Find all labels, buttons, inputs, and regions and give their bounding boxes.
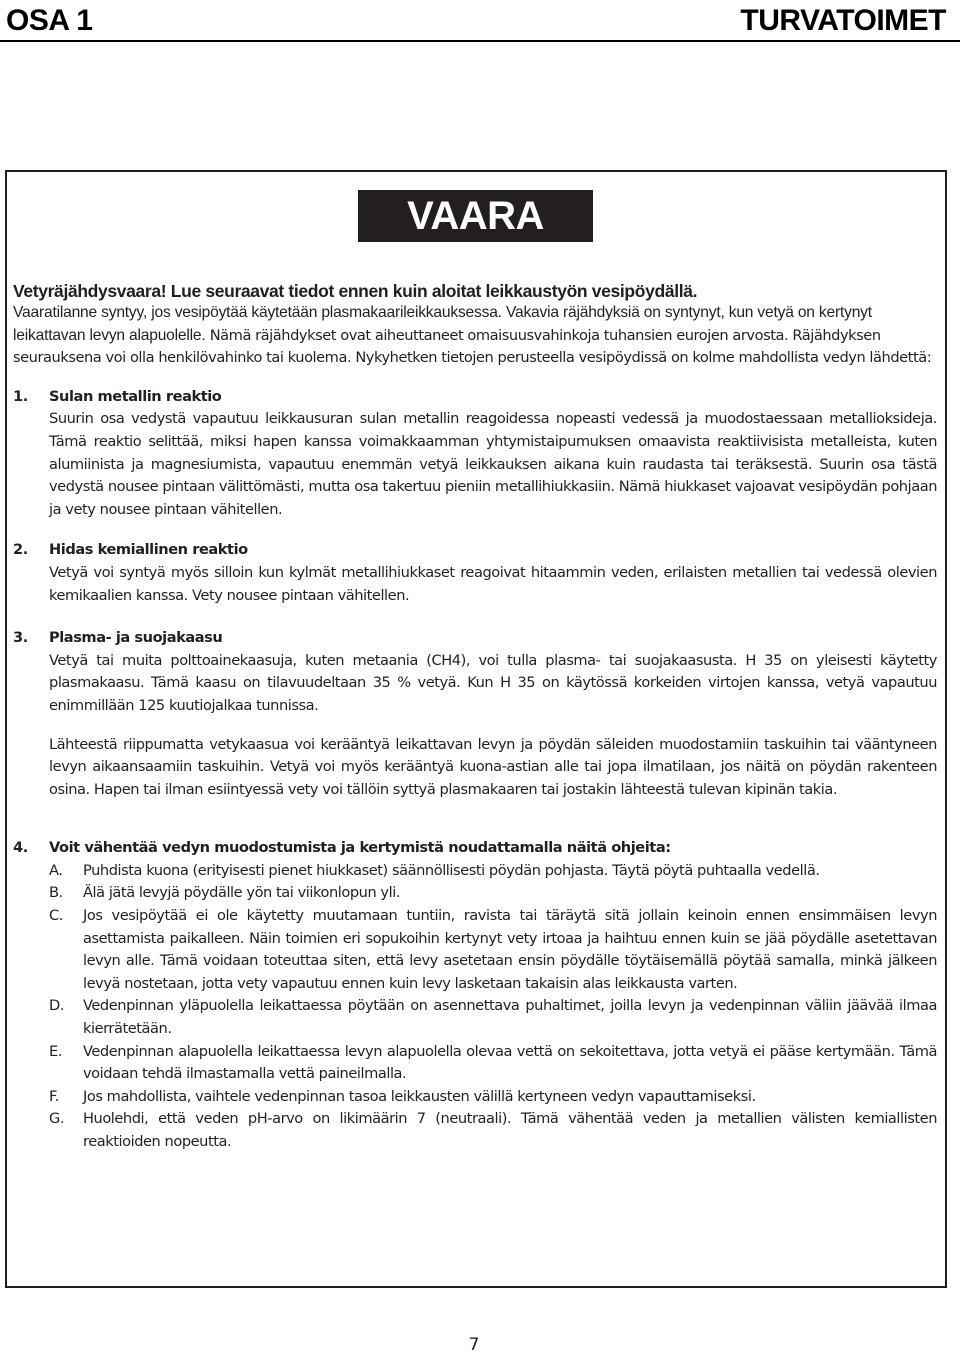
list-item [49, 882, 937, 905]
item-text: Jos mahdollista, vaihtele vedenpinnan tasoa leikkausten välillä kertyneen vedyn vapauttamiseksi. [83, 1087, 756, 1105]
section-title: Sulan metallin reaktio [49, 387, 222, 405]
item-letter: A. [49, 861, 63, 879]
hazard-source-2 [13, 539, 937, 607]
item-text: Vedenpinnan yläpuolella leikattaessa pöytään on asennettava puhaltimet, joilla levyn ja vedenpinnan väliin jäävää ilmaa kierrätetään. [83, 997, 937, 1038]
item-text: Huolehdi, että veden pH-arvo on likimäärin 7 (neutraali). Tämä vähentää veden ja metallien välisten kemiallisten reaktioiden nopeutta. [83, 1110, 937, 1150]
prevention-guidelines [13, 837, 937, 1153]
list-item [49, 860, 937, 883]
item-letter: E. [49, 1042, 62, 1060]
guideline-list [49, 860, 937, 1154]
page-number: 7 [468, 1335, 480, 1355]
hazard-source-1 [13, 386, 937, 522]
item-letter: F. [49, 1087, 59, 1105]
section-title: Plasma- ja suojakaasu [49, 629, 223, 647]
section-body: Suurin osa vedystä vapautuu leikkausuran sulan metallin reagoidessa nopeasti vedessä ja muodostaessaan metallioksideja. Tämä reaktio selittää, miksi hapen kanssa voimakkaamman yhtymistaipumuksen omaavista reaktiivisista metalleista, kuten alumiinista ja magnesiumista, vapautuu enemmän vetyä leikkauksen aikana kuin raudasta tai teräksestä. Suurin osa tästä vedystä nousee pintaan välittömästi, mutta osa takertuu pieniin metallihiukkasiin. Nämä hiukkaset vajoavat vesipöydän pohjaan ja vety nousee pintaan vähitellen. [49, 410, 937, 518]
section-number: 4. [13, 839, 28, 857]
section-number: 1. [13, 387, 28, 405]
page-header [0, 0, 960, 42]
section-title: Voit vähentää vedyn muodostumista ja kertymistä noudattamalla näitä ohjeita: [49, 839, 671, 857]
section-body: Vetyä tai muita polttoainekaasuja, kuten metaania (CH4), voi tulla plasma- tai suojakaasusta. H 35 on yleisesti käytetty plasmakaasu. Tämä kaasu on tilavuudeltaan 35 % vetyä. Kun H 35 on käytössä korkeiden virtojen kanssa, vetyä vapautuu enimmillään 125 kuutiojalkaa tunnissa. [49, 651, 937, 714]
list-item [49, 995, 937, 1040]
section-title: Hidas kemiallinen reaktio [49, 541, 248, 559]
item-text: Puhdista kuona (erityisesti pienet hiukkaset) säännöllisesti pöydän pohjasta. Täytä pöytä puhtaalla vedellä. [83, 861, 820, 879]
list-item [49, 1086, 937, 1109]
warning-intro-b: Nämä räjähdykset ovat aiheuttaneet omaisuusvahinkoja tuhansien eurojen arvosta. Räjähdyksen seurauksena voi olla henkilövahinko tai kuolema. Nykyhetken tietojen perusteella vesipöydissä on kolme mahdollista vedyn lähdettä: [13, 326, 932, 367]
section-number: 2. [13, 541, 28, 559]
list-item [49, 1108, 937, 1153]
item-letter: C. [49, 907, 63, 925]
warning-intro [13, 302, 937, 370]
warning-headline: Vetyräjähdysvaara! Lue seuraavat tiedot ennen kuin aloitat leikkaustyön vesipöydällä. [13, 281, 698, 301]
section-label: OSA 1 [6, 4, 93, 37]
item-text: Jos vesipöytää ei ole käytetty muutamaan tuntiin, ravista tai täräytä sitä jollain keinoin ennen ensimmäisen levyn asettamista paikalleen. Näin toimien eri sopukoihin kertynyt vety irtoaa ja haihtuu ennen kuin se jää pöydälle asetettavan levyn alle. Tämä voidaan toteuttaa siten, että levy asetetaan ensin pöydälle töytäisemällä pöytää samalla, minkä jälkeen levyä nostetaan, jotta vety vapautuu ennen kuin levy lasketaan takaisin alas leikkausta varten. [83, 907, 937, 992]
item-letter: B. [49, 884, 63, 902]
warning-intro-a: Vaaratilanne syntyy, jos vesipöytää käytetään plasmakaarileikkauksessa. Vakavia räjähdyksiä on syntynyt, kun vetyä on kertynyt leikattavan levyn alapuolelle. [13, 304, 872, 344]
item-letter: D. [49, 997, 64, 1015]
warning-content [13, 280, 937, 1154]
list-item [49, 905, 937, 995]
section-body: Vetyä voi syntyä myös silloin kun kylmät metallihiukkaset reagoivat hitaammin veden, erilaisten metallien tai vedessä olevien kemikaalien kanssa. Vety nousee pintaan vähitellen. [49, 563, 937, 604]
list-item [49, 1041, 937, 1086]
item-letter: G. [49, 1110, 65, 1128]
chapter-title: TURVATOIMET [740, 4, 946, 37]
hazard-source-3 [13, 627, 937, 801]
item-text: Älä jätä levyjä pöydälle yön tai viikonlopun yli. [83, 884, 401, 902]
section-number: 3. [13, 629, 28, 647]
section-note: Lähteestä riippumatta vetykaasua voi kerääntyä leikattavan levyn ja pöydän säleiden muodostamiin taskuihin tai vääntyneen levyn aikaansaamiin taskuihin. Vetyä voi myös kerääntyä kuona-astian alle tai jopa ilmatilaan, jos näitä on pöydän rakenteen osina. Hapen tai ilman esiintyessä vety voi tällöin syttyä plasmakaaren tai jostakin lähteestä tulevan kipinän takia. [49, 735, 937, 798]
header-divider [0, 40, 960, 42]
danger-label: VAARA [358, 190, 593, 242]
item-text: Vedenpinnan alapuolella leikattaessa levyn alapuolella olevaa vettä on sekoitettava, jotta vetyä ei pääse kertymään. Tämä voidaan tehdä ilmastamalla vettä paineilmalla. [83, 1042, 937, 1083]
warning-box [5, 170, 947, 1288]
